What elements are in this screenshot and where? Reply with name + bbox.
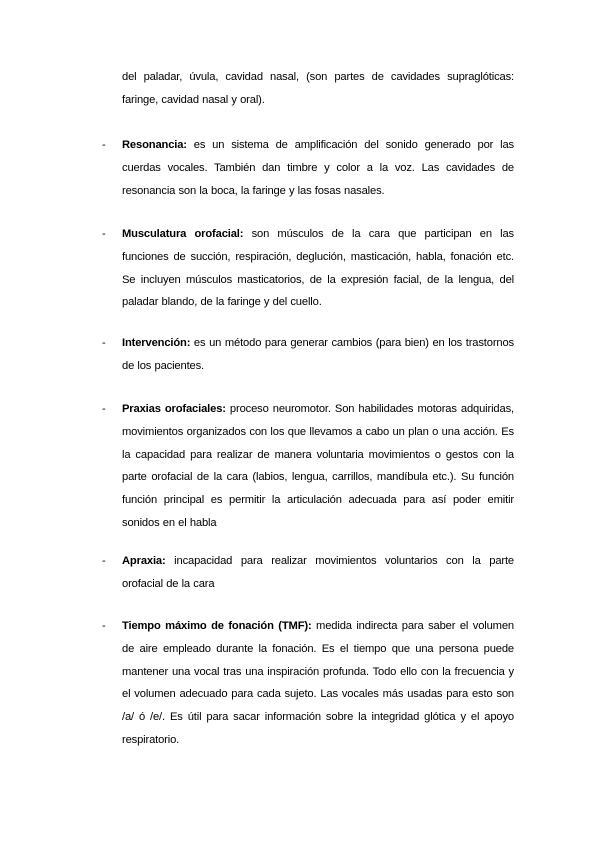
definition-text: son músculos de la cara que participan en las funciones de succión, respiración, deglución, masticación, habla, fonación etc. Se incluyen músculos masticatorios, de la expresión facial, de la lengua, del paladar blando, de la faringe y del cuello. (122, 228, 515, 309)
bullet-dash: - (102, 620, 106, 632)
definition-intervencion (122, 332, 514, 378)
definition-praxias-orofaciales (122, 398, 514, 535)
definition-term: Musculatura orofacial: (122, 228, 244, 240)
definition-musculatura-orofacial (122, 223, 514, 314)
definition-text: incapacidad para realizar movimientos voluntarios con la parte orofacial de la cara (122, 555, 514, 590)
definition-text: es un sistema de amplificación del sonido generado por las cuerdas vocales. También dan timbre y color a la voz. Las cavidades de resonancia son la boca, la faringe y las fosas nasales. (122, 139, 514, 197)
definition-resonancia (122, 134, 514, 202)
definition-term: Tiempo máximo de fonación (TMF): (122, 620, 312, 632)
definition-text: proceso neuromotor. Son habilidades motoras adquiridas, movimientos organizados con los que llevamos a cabo un plan o una acción. Es la capacidad para realizar de manera voluntaria movimientos o gestos con la parte orofacial de la cara (labios, lengua, carrillos, mandíbula etc.). Su función función principal es permitir la articulación adecuada para así poder emitir sonidos en el habla (122, 403, 514, 529)
bullet-dash: - (102, 228, 106, 240)
definition-term: Praxias orofaciales: (122, 403, 226, 415)
bullet-dash: - (102, 337, 106, 349)
definition-text: medida indirecta para saber el volumen de aire empleado durante la fonación. Es el tiempo que una persona puede mantener una vocal tras una inspiración profunda. Todo ello con la frecuencia y el volumen adecuado para cada sujeto. Las vocales más usadas para esto son /a/ ó /e/. Es útil para sacar información sobre la integridad glótica y el apoyo respiratorio. (122, 620, 514, 746)
definition-tiempo-maximo-fonacion (122, 615, 514, 752)
definition-apraxia (122, 550, 514, 596)
bullet-dash: - (102, 403, 106, 415)
paragraph-continuation (122, 66, 514, 112)
definition-term: Intervención: (122, 337, 191, 349)
bullet-dash: - (102, 555, 106, 567)
definition-term: Resonancia: (122, 139, 187, 151)
bullet-dash: - (102, 139, 106, 151)
definition-text: es un método para generar cambios (para bien) en los trastornos de los pacientes. (122, 337, 514, 372)
paragraph-text: del paladar, úvula, cavidad nasal, (son partes de cavidades supraglóticas: faringe, cavidad nasal y oral). (122, 71, 514, 106)
definition-term: Apraxia: (122, 555, 166, 567)
